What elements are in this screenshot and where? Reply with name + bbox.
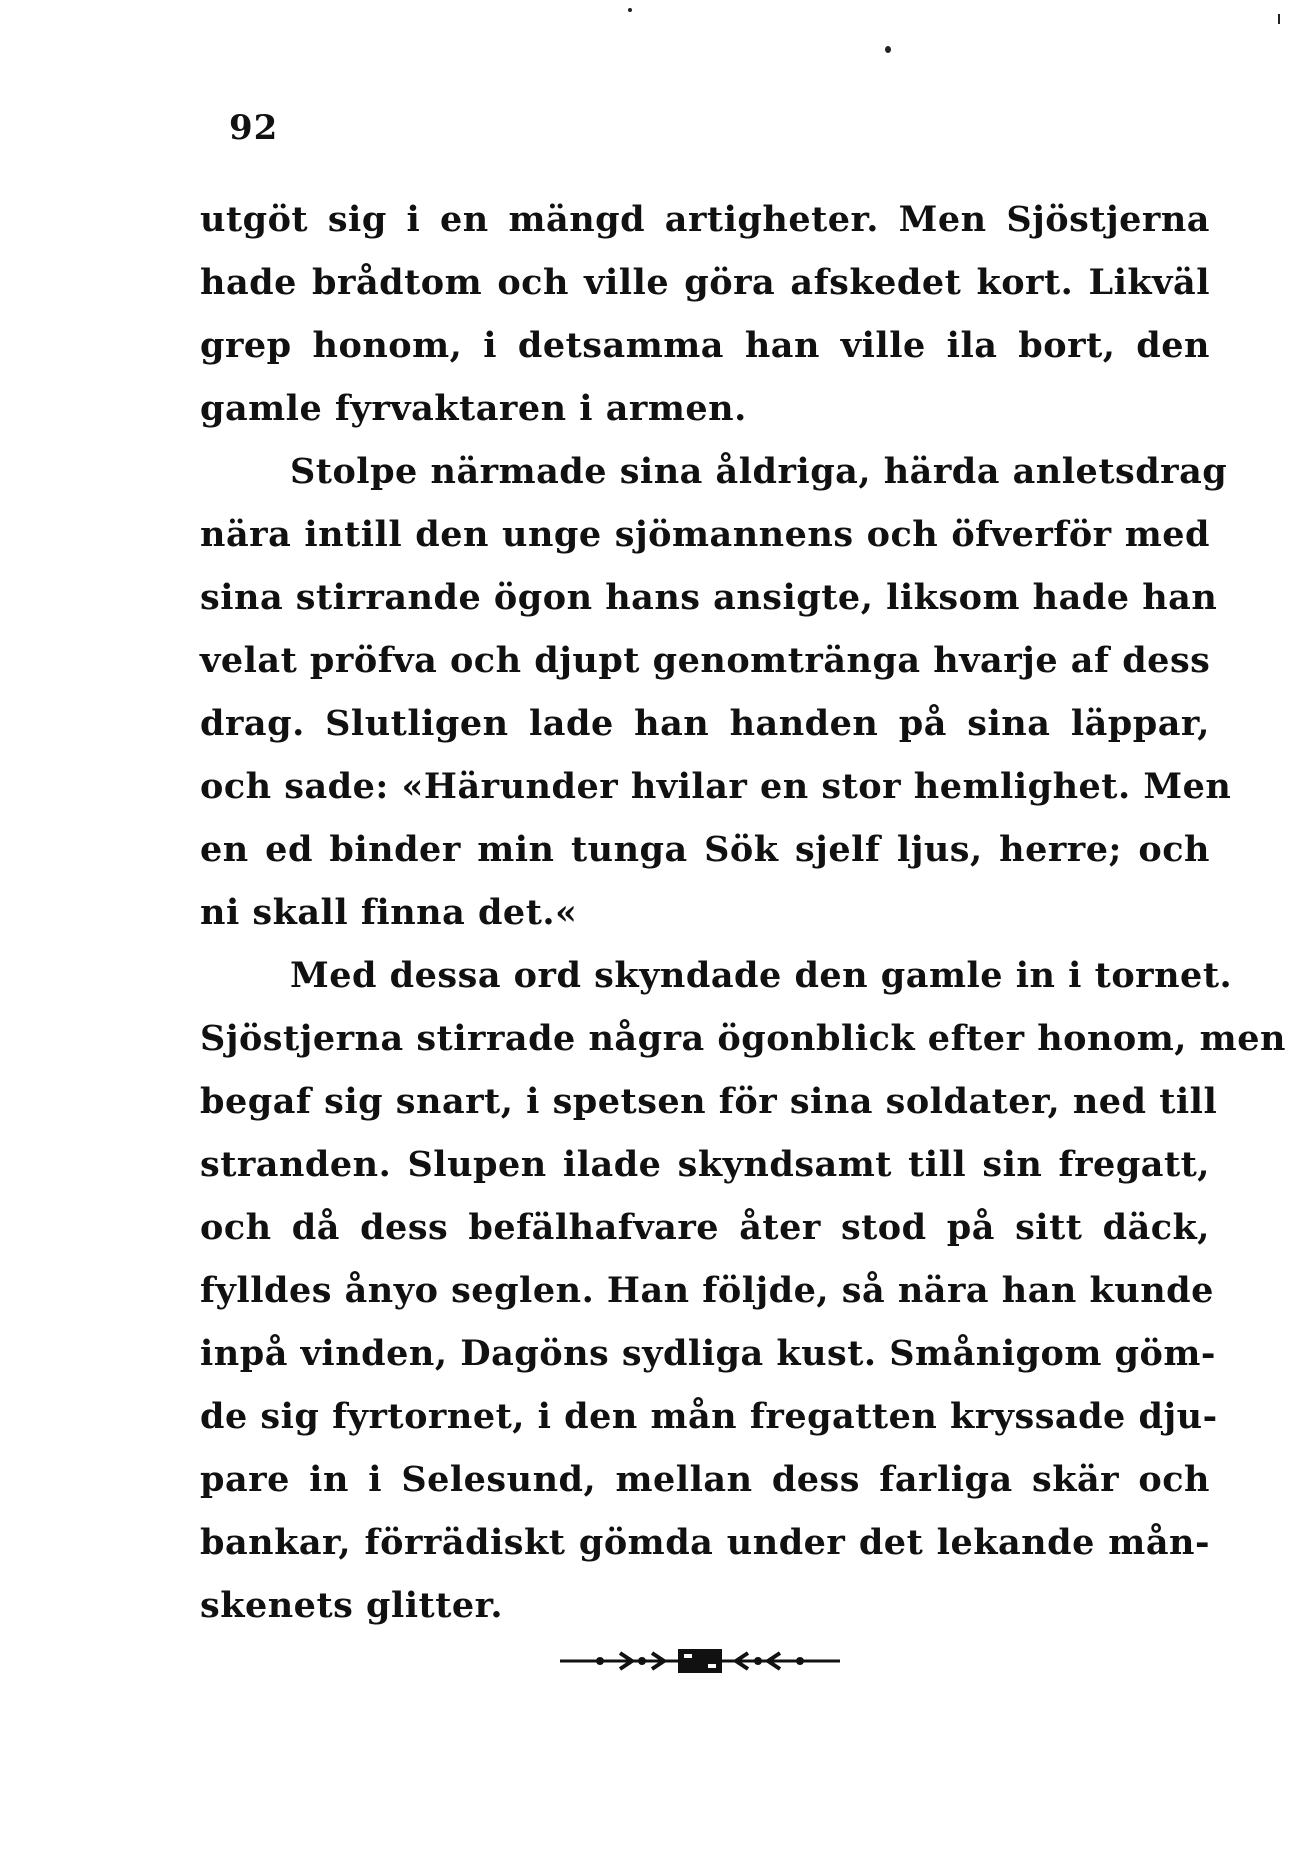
text-line: och sade: «Härunder hvilar en stor hemlighet. Men — [200, 766, 1232, 807]
text-line: sina stirrande ögon hans ansigte, liksom hade han — [200, 577, 1218, 618]
text-line: inpå vinden, Dagöns sydliga kust. Smånigom göm- — [200, 1333, 1216, 1374]
print-speck — [1278, 14, 1280, 24]
text-line: gamle fyrvaktaren i armen. — [200, 388, 747, 429]
text-line: Stolpe närmade sina åldriga, härda anletsdrag — [290, 451, 1228, 492]
text-line: fylldes ånyo seglen. Han följde, så nära han kunde — [200, 1270, 1214, 1311]
print-speck — [885, 46, 891, 53]
text-line: pare in i Selesund, mellan dess farliga skär och — [200, 1459, 1210, 1500]
text-line: nära intill den unge sjömannens och öfverför med — [200, 514, 1210, 555]
text-line: och då dess befälhafvare åter stod på sitt däck, — [200, 1207, 1210, 1248]
text-line: bankar, förrädiskt gömda under det lekande mån- — [200, 1522, 1210, 1563]
text-line: Med dessa ord skyndade den gamle in i tornet. — [290, 955, 1233, 996]
text-line: velat pröfva och djupt genomtränga hvarje af dess — [200, 640, 1211, 681]
page-text — [200, 188, 1286, 1637]
text-line: skenets glitter. — [200, 1585, 504, 1626]
text-line: drag. Slutligen lade han handen på sina läppar, — [200, 703, 1210, 744]
text-line: en ed binder min tunga Sök sjelf ljus, herre; och — [200, 829, 1210, 870]
text-line: utgöt sig i en mängd artigheter. Men Sjöstjerna — [200, 199, 1210, 240]
text-line: ni skall finna det.« — [200, 892, 578, 933]
text-line: Sjöstjerna stirrade några ögonblick efter honom, men — [200, 1018, 1286, 1059]
print-speck — [628, 8, 632, 12]
page-number: 92 — [229, 108, 279, 148]
text-line: stranden. Slupen ilade skyndsamt till sin fregatt, — [200, 1144, 1210, 1185]
tailpiece-ornament — [560, 1646, 840, 1676]
text-line: begaf sig snart, i spetsen för sina soldater, ned till — [200, 1081, 1218, 1122]
text-line: hade brådtom och ville göra afskedet kort. Likväl — [200, 262, 1210, 303]
text-line: grep honom, i detsamma han ville ila bort, den — [200, 325, 1210, 366]
text-line: de sig fyrtornet, i den mån fregatten kryssade dju- — [200, 1396, 1218, 1437]
